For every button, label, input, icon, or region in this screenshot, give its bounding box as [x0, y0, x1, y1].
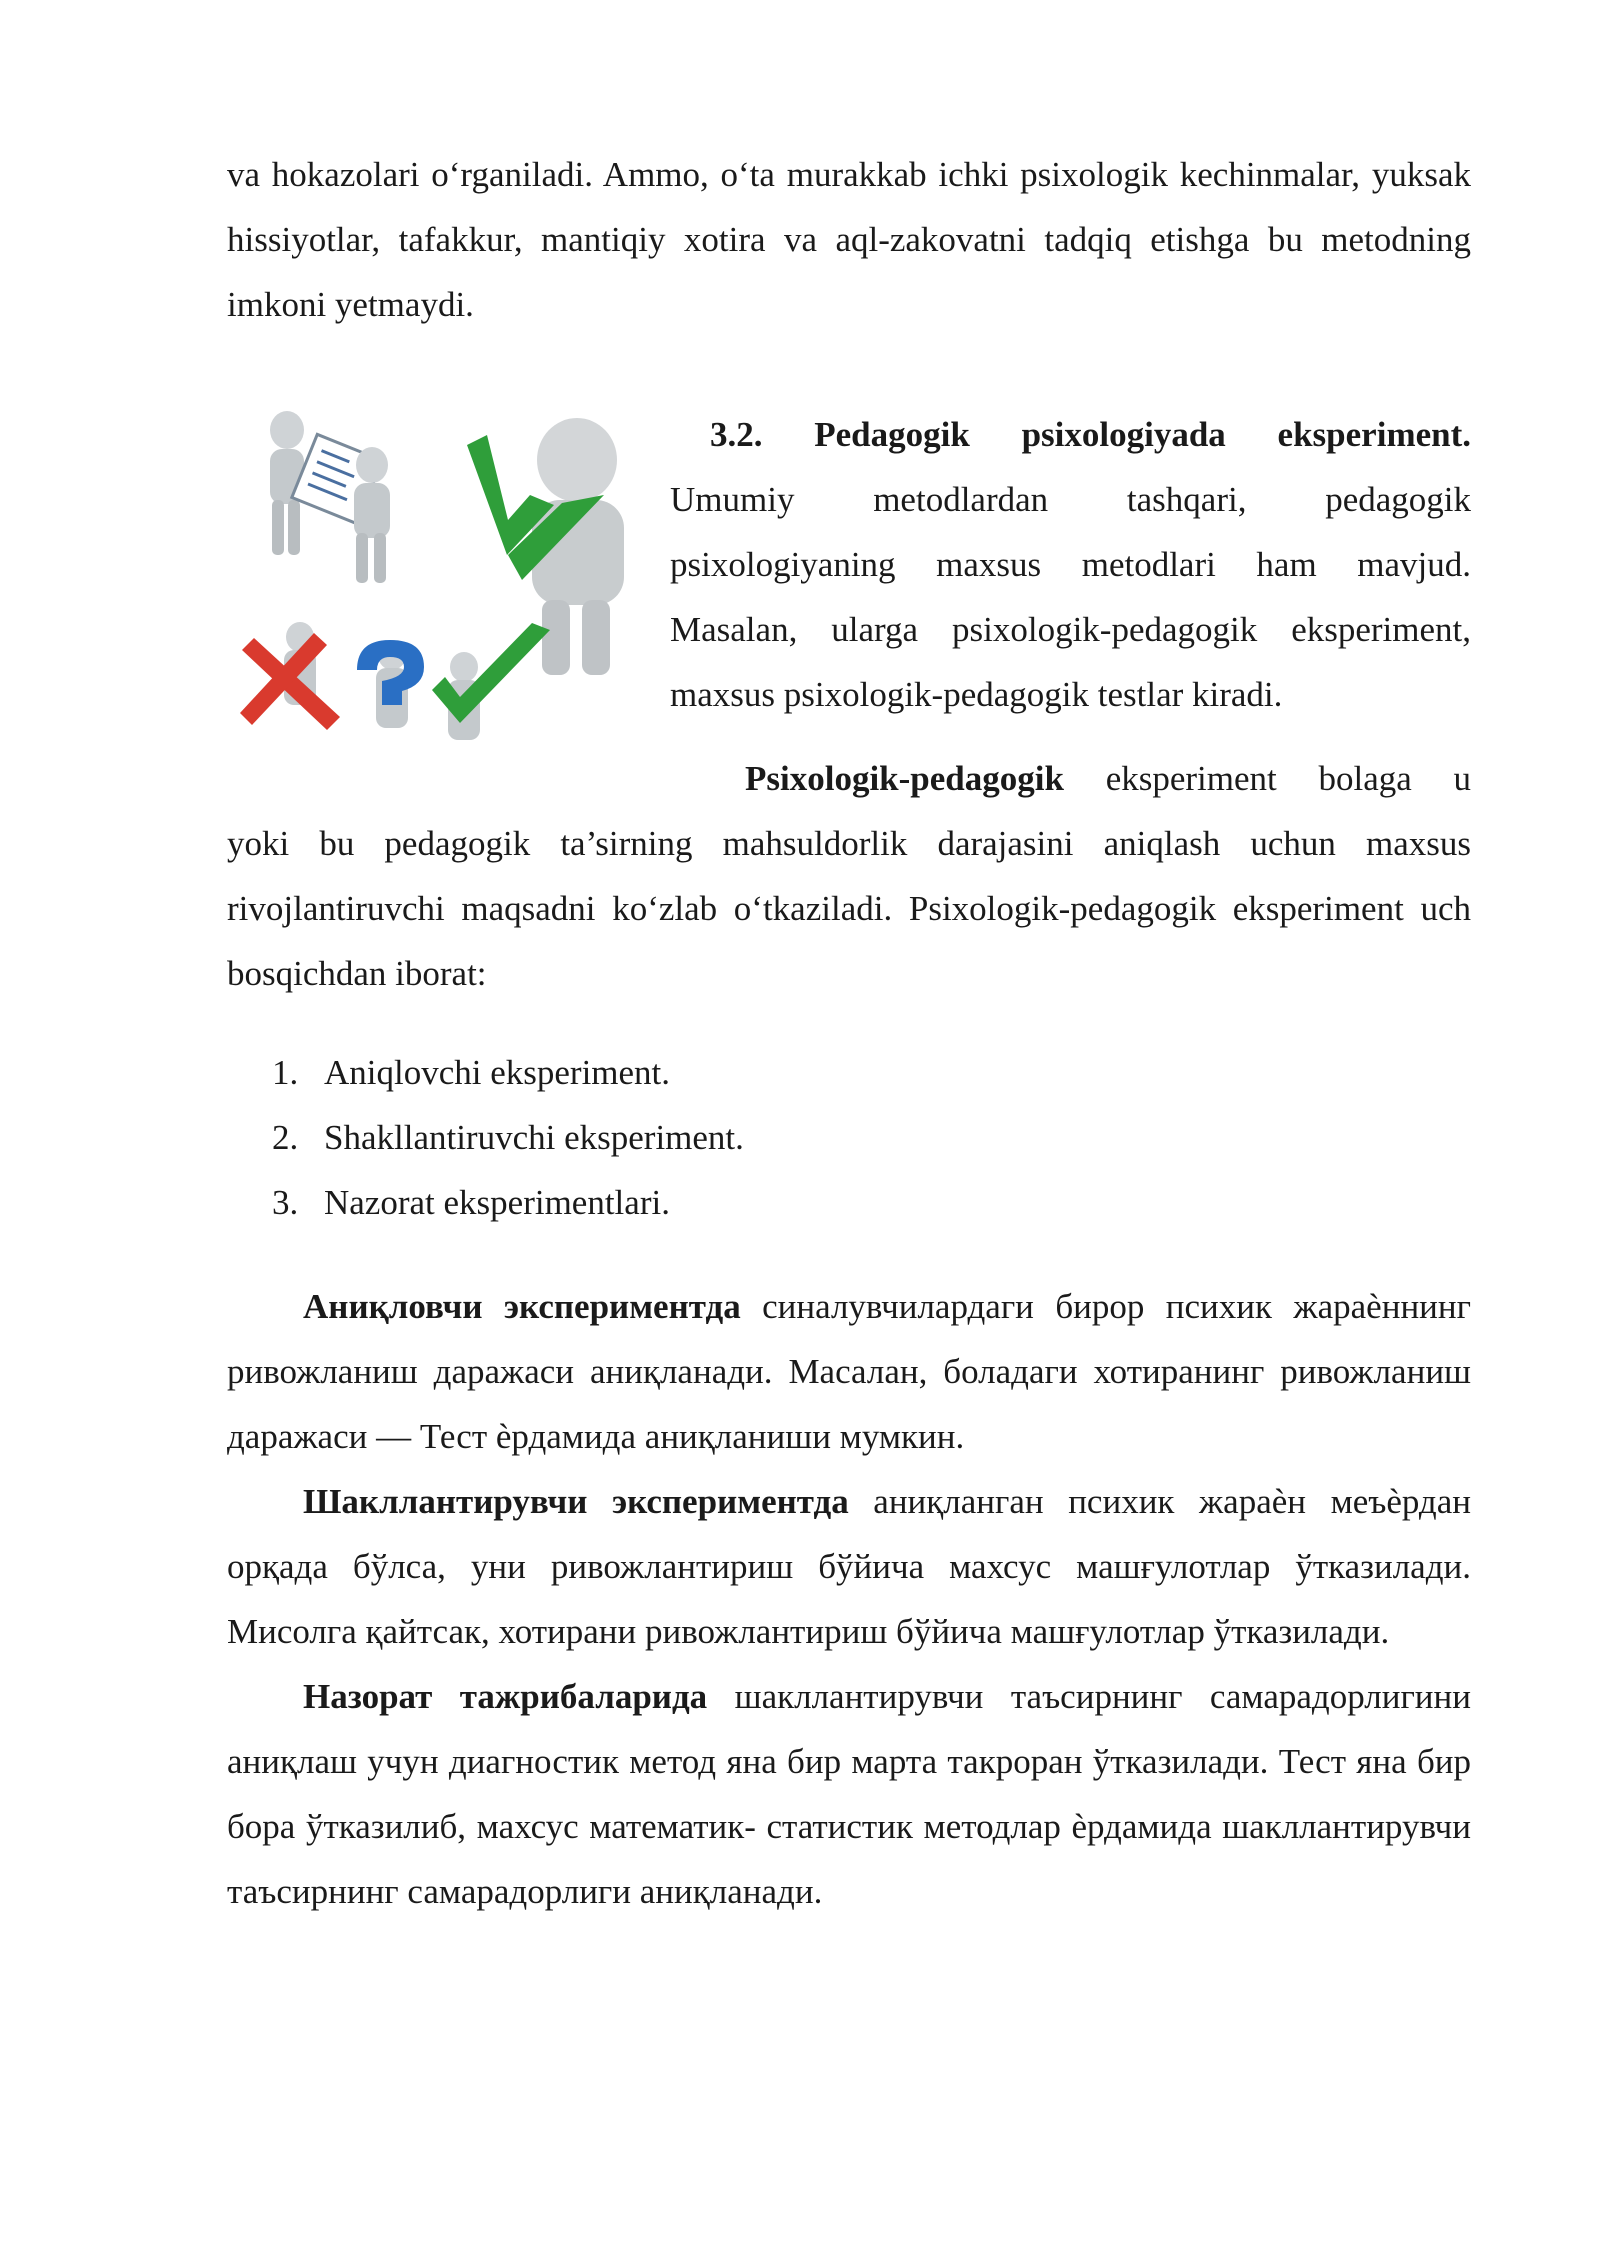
figure-with-checkmark-icon: [467, 418, 624, 675]
intro-paragraph: va hokazolari o‘rganiladi. Ammo, o‘ta murakkab ichki psixologik kechinmalar, yuksak hissiyotlar, tafakkur, mantiqiy xotira va aql-zakovatni tadqiq etishga bu metodning imkoni yetmaydi.: [227, 155, 1471, 324]
list-item: 1. Aniqlovchi eksperiment.: [272, 1053, 671, 1092]
formative-paragraph: [227, 1469, 1471, 1664]
control-paragraph: [227, 1664, 1471, 1924]
clipboard-survey-figures-icon: [270, 411, 390, 583]
formative-term: Шакллантирувчи экспериментда: [303, 1482, 849, 1521]
experiment-first-line-rest: eksperiment bolaga u: [1105, 759, 1471, 798]
ascertaining-term: Аниқловчи экспериментда: [303, 1287, 741, 1326]
red-cross-icon: [240, 622, 340, 730]
assessment-illustration: [232, 405, 652, 780]
formative-text: аниқланган психик жараѐн меъѐрдан орқада бўлса, уни ривожлантириш бўйича махсус машғулотлар ўтказилади. Мисолга қайтсак, хотирани ривожлантириш бўйича машғулотлар ўтказилади.: [227, 1482, 1472, 1651]
experiment-text: yoki bu pedagogik ta’sirning mahsuldorlik darajasini aniqlash uchun maxsus rivojlantiruvchi maqsadni ko‘zlab o‘tkaziladi. Psixologik-pedagogik eksperiment uch bosqichdan iborat:: [227, 824, 1471, 993]
ascertaining-text: синалувчилардаги бирор психик жараѐннинг ривожланиш даражаси аниқланади. Масалан, боладаги хотиранинг ривожланиш даражаси — Тест ѐрдамида аниқланиши мумкин.: [227, 1287, 1471, 1456]
list-item: 3. Nazorat eksperimentlari.: [272, 1183, 670, 1222]
blue-question-icon: [357, 640, 424, 728]
experiment-paragraph: [227, 746, 1471, 1006]
ascertaining-paragraph: [227, 1274, 1471, 1469]
experiment-term: Psixologik-pedagogik: [745, 759, 1064, 798]
green-checkmark-icon: [432, 623, 550, 740]
list-item: 2. Shakllantiruvchi eksperiment.: [272, 1118, 744, 1157]
section-text: Umumiy metodlardan tashqari, pedagogik psixologiyaning maxsus metodlari ham mavjud. Masalan, ularga psixologik-pedagogik eksperiment, maxsus psixologik-pedagogik testlar kiradi.: [670, 480, 1471, 714]
section-3-2: [670, 402, 1471, 727]
stages-list: [272, 1040, 744, 1235]
section-heading: 3.2. Pedagogik psixologiyada eksperiment.: [710, 415, 1471, 454]
control-text: шакллантирувчи таъсирнинг самарадорлигини аниқлаш учун диагностик метод яна бир марта такроран ўтказилади. Тест яна бир бора ўтказилиб, махсус математик- статистик методлар ѐрдамида шакллантирувчи таъсирнинг самарадорлиги аниқланади.: [227, 1677, 1471, 1911]
control-term: Назорат тажрибаларида: [303, 1677, 708, 1716]
